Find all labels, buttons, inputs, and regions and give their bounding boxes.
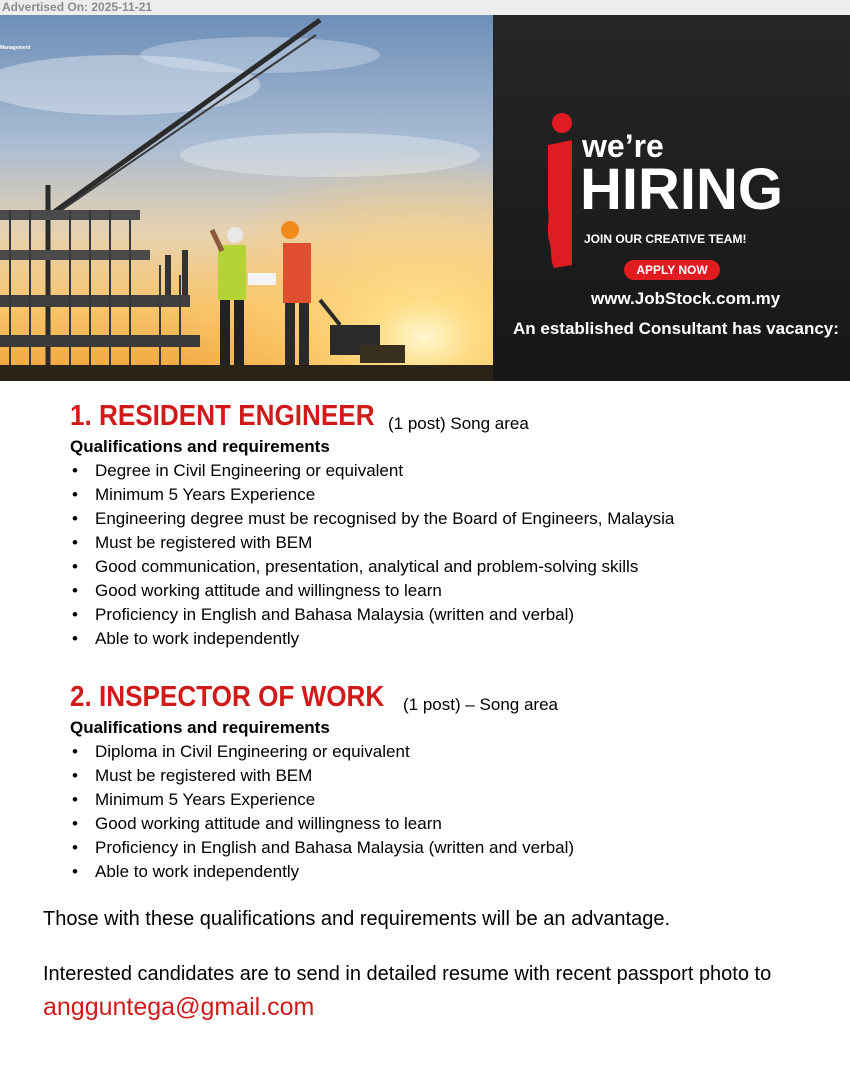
list-item: • Must be registered with BEM — [70, 531, 674, 555]
were-text: we’re — [582, 128, 664, 164]
qual-heading-1: Qualifications and requirements — [70, 437, 330, 456]
list-item: • Proficiency in English and Bahasa Malaysia (written and verbal) — [70, 603, 674, 627]
qual-heading-2: Qualifications and requirements — [70, 718, 330, 737]
job-title-1: 1. RESIDENT ENGINEER — [70, 400, 375, 432]
job-note-2: (1 post) – Song area — [403, 695, 558, 714]
construction-photo — [0, 15, 493, 381]
consultant-text: An established Consultant has vacancy: — [513, 319, 839, 338]
tagline-text: JOIN OUR CREATIVE TEAM! — [584, 232, 747, 246]
advantage-text: Those with these qualifications and requirements will be an advantage. — [43, 908, 671, 930]
list-item: • Able to work independently — [70, 627, 674, 651]
list-item: • Minimum 5 Years Experience — [70, 788, 574, 812]
job-note-1: (1 post) Song area — [388, 414, 529, 433]
job-title-2: 2. INSPECTOR OF WORK — [70, 681, 385, 713]
requirements-list-2 — [70, 740, 574, 884]
hiring-banner — [0, 15, 850, 381]
list-item: • Degree in Civil Engineering or equivalent — [70, 459, 674, 483]
requirements-list-1 — [70, 459, 674, 651]
advertised-date: Advertised On: 2025-11-21 — [2, 0, 153, 14]
list-item: • Engineering degree must be recognised by the Board of Engineers, Malaysia — [70, 507, 674, 531]
list-item: • Proficiency in English and Bahasa Malaysia (written and verbal) — [70, 836, 574, 860]
list-item: • Good communication, presentation, analytical and problem-solving skills — [70, 555, 674, 579]
list-item: • Minimum 5 Years Experience — [70, 483, 674, 507]
list-item: • Able to work independently — [70, 860, 574, 884]
apply-instructions: Interested candidates are to send in detailed resume with recent passport photo to — [43, 963, 772, 985]
hiring-text: HIRING — [580, 157, 783, 222]
advertised-bar — [0, 0, 850, 15]
apply-now-button[interactable]: APPLY NOW — [624, 260, 720, 280]
list-item: • Good working attitude and willingness to learn — [70, 812, 574, 836]
contact-email-link[interactable]: angguntega@gmail.com — [43, 993, 315, 1021]
info-i-icon — [540, 110, 574, 270]
website-link[interactable]: www.JobStock.com.my — [591, 289, 781, 308]
list-item: • Diploma in Civil Engineering or equivalent — [70, 740, 574, 764]
list-item: • Good working attitude and willingness to learn — [70, 579, 674, 603]
corner-text: Management — [0, 45, 31, 51]
list-item: • Must be registered with BEM — [70, 764, 574, 788]
